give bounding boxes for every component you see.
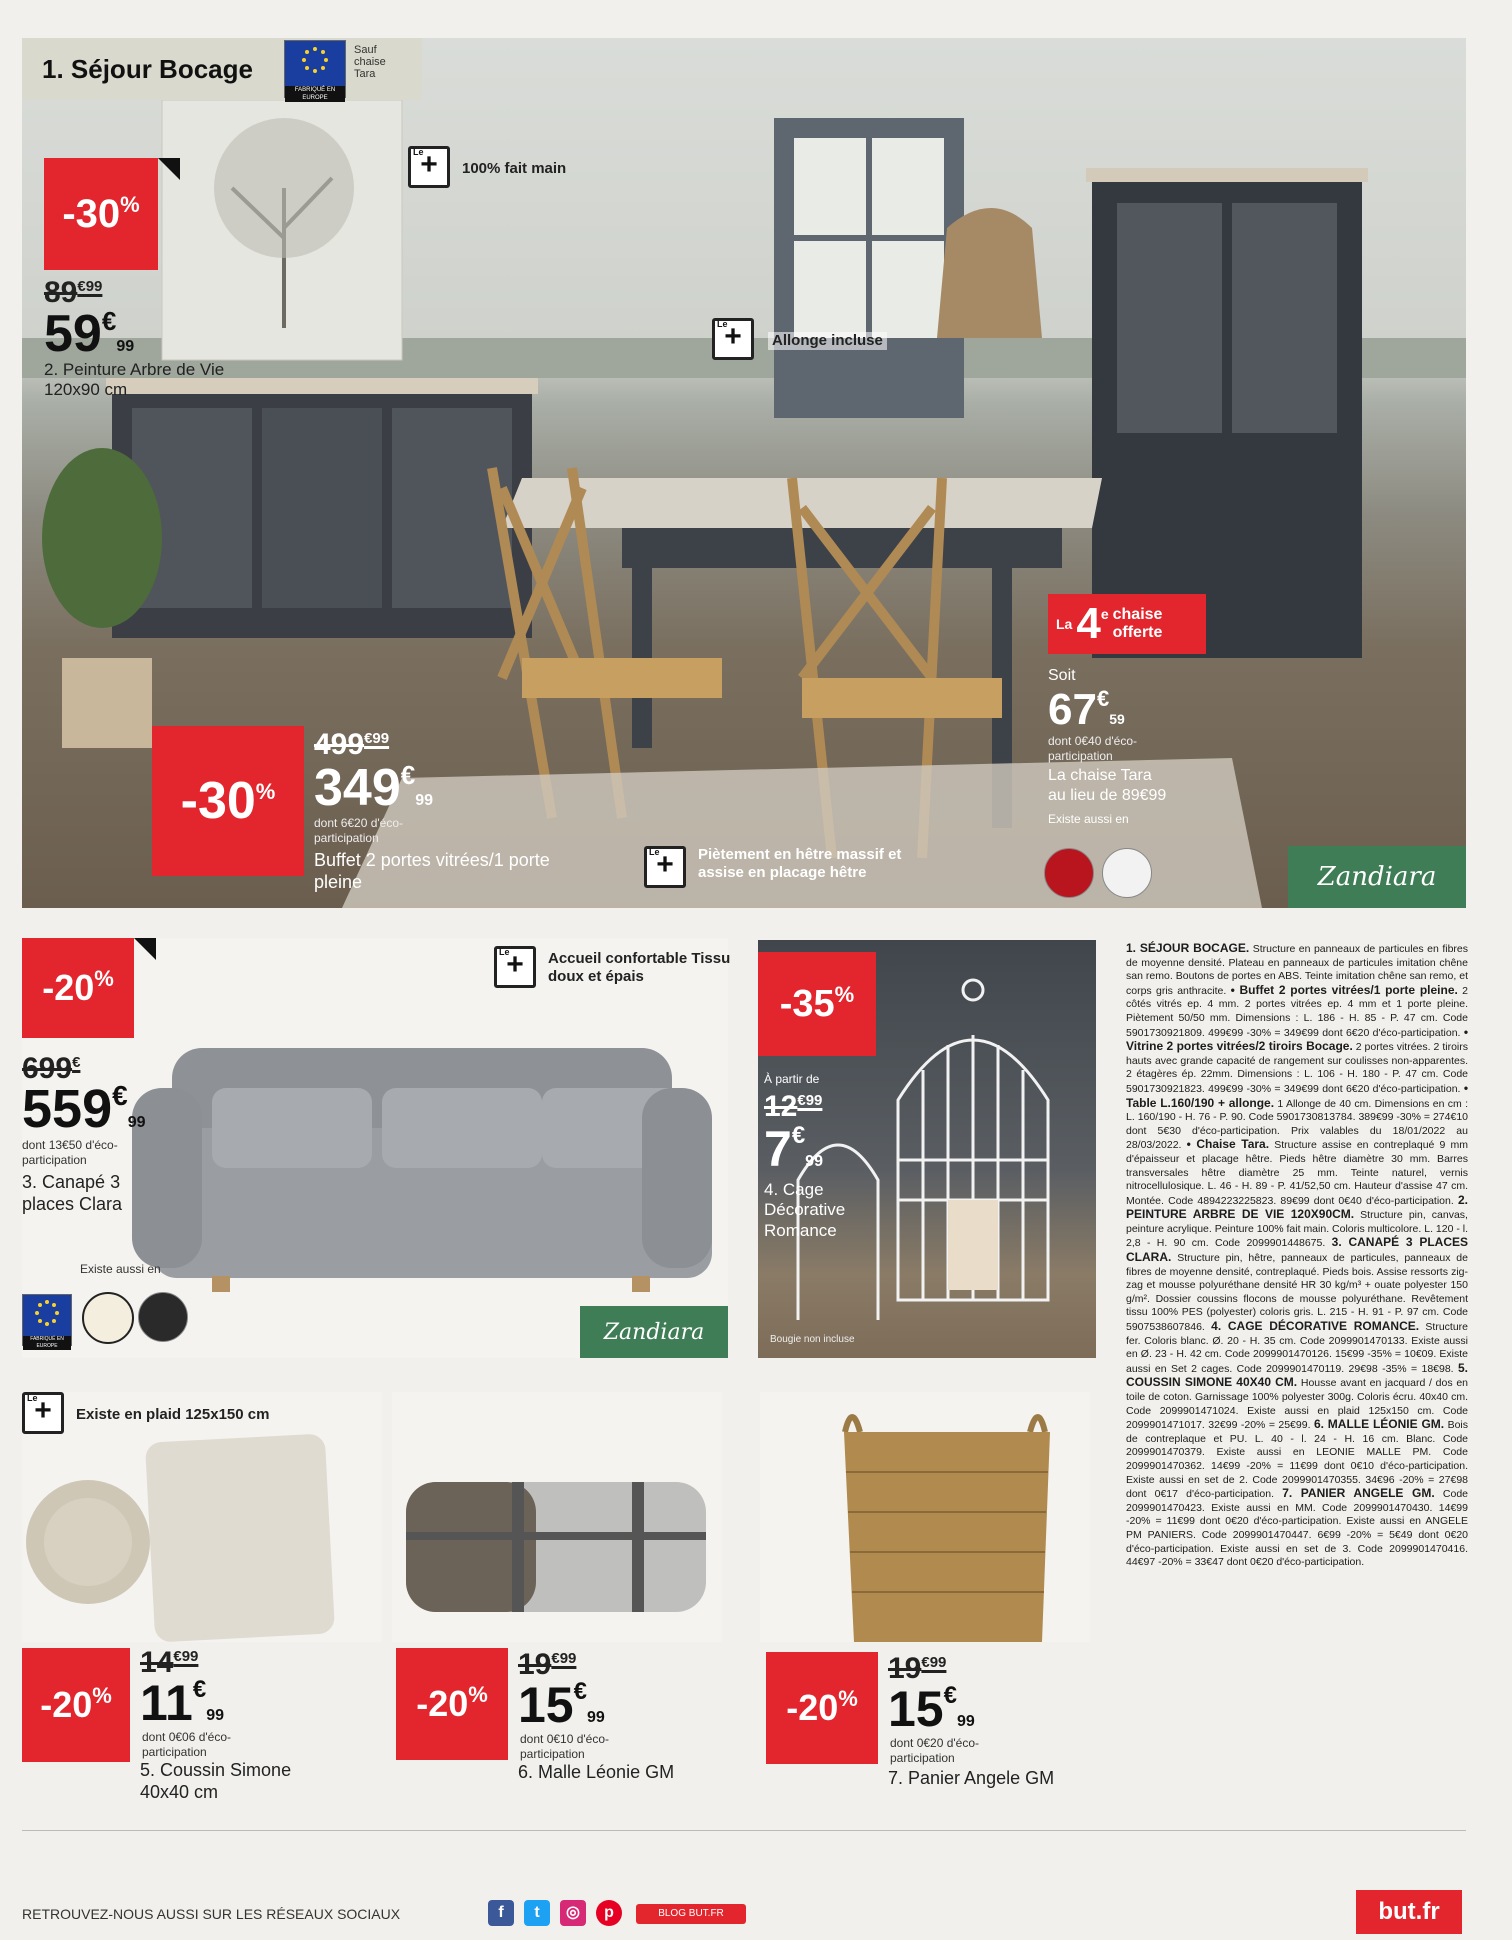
facebook-icon[interactable]: f: [488, 1900, 514, 1926]
trunk-name: 6. Malle Léonie GM: [518, 1762, 675, 1782]
swatch-black[interactable]: [138, 1292, 188, 1342]
cage-note: Bougie non incluse: [770, 1334, 855, 1345]
instagram-icon[interactable]: ◎: [560, 1900, 586, 1926]
chair-also: Existe aussi en: [1048, 812, 1129, 826]
buffet-old-price: [314, 728, 389, 762]
flag-text: FABRIQUÉ EN EUROPE: [23, 1336, 71, 1350]
desc-heading: • Table L.160/190 + allonge.: [1126, 1080, 1469, 1110]
discount-pct: %: [94, 966, 114, 991]
social-text: RETROUVEZ-NOUS AUSSI SUR LES RÉSEAUX SOCIAUX: [22, 1906, 401, 1922]
swatch-cream[interactable]: [82, 1292, 134, 1344]
new-cents: 99: [956, 1713, 975, 1730]
discount-pct: %: [120, 192, 140, 217]
painting-name: 2. Peinture Arbre de Vie 120x90 cm: [44, 360, 225, 400]
new-cents: 99: [415, 792, 434, 809]
desc-heading: 5. COUSSIN SIMONE 40X40 CM.: [1126, 1360, 1469, 1390]
desc-heading: 3. CANAPÉ 3 PLACES CLARA.: [1126, 1235, 1469, 1265]
chair-name: La chaise Tara: [1048, 767, 1152, 784]
price-main: 67: [1048, 685, 1097, 734]
new-cents: 99: [586, 1709, 605, 1726]
brand-logo: Zandiara: [1288, 846, 1466, 908]
desc-heading: 7. PANIER ANGELE GM.: [1282, 1486, 1435, 1501]
plus-icon: Le +: [408, 146, 450, 188]
new-main: 15: [518, 1677, 574, 1733]
plus-icon: Le +: [494, 946, 536, 988]
new-cur: €: [112, 1080, 128, 1111]
brand-logo: Zandiara: [580, 1306, 728, 1358]
trunk-discount-badge: [396, 1648, 508, 1760]
desc-heading: • Vitrine 2 portes vitrées/2 tiroirs Bocage.: [1126, 1024, 1469, 1054]
badge-corner: [158, 158, 180, 180]
eu-flag-icon: [284, 40, 346, 101]
new-cur: €: [573, 1678, 587, 1705]
desc-heading: 4. CAGE DÉCORATIVE ROMANCE.: [1211, 1319, 1420, 1334]
site-logo[interactable]: but.fr: [1356, 1890, 1462, 1934]
plus-icon: Le +: [22, 1392, 64, 1434]
new-cur: €: [943, 1682, 957, 1709]
buffet-name: Buffet 2 portes vitrées/1 porte pleine: [314, 850, 550, 892]
chair-price: [1048, 685, 1125, 734]
sofa-name: 3. Canapé 3 places Clara: [22, 1172, 123, 1214]
chair-soit: Soit: [1048, 667, 1076, 684]
chair-eco: dont 0€40 d'éco-participation: [1048, 734, 1138, 763]
plus-icon: Le +: [644, 846, 686, 888]
discount-value: -30: [62, 191, 121, 236]
desc-text: 1 Allonge de 40 cm. Dimensions en cm : L. 160/190 - H. 76 - P. 90. Code 5901730813784. 389€99 -30% = 274€10 dont 5€30 d'éco-participation. Prix valables du 18/01/2022 au 28/03/2022.: [1126, 1097, 1468, 1152]
desc-heading: 1. SÉJOUR BOCAGE.: [1126, 941, 1250, 955]
sofa-also: Existe aussi en: [80, 1262, 161, 1276]
buffet-new-price: [314, 759, 434, 817]
old-main: 12: [764, 1090, 798, 1123]
sofa-new-price: [22, 1079, 146, 1139]
twitter-icon[interactable]: t: [524, 1900, 550, 1926]
new-main: 559: [22, 1079, 113, 1139]
trunk-photo: [392, 1392, 722, 1642]
discount-value: -20: [416, 1683, 469, 1724]
trunk-new-price: [518, 1677, 605, 1733]
desc-text: Code 2099901470423. Existe aussi en MM. Code 2099901470430. 14€99 -20% = 11€99 dont 0€20 d'éco-participation. Existe aussi en ANGELE PM PANIERS. Code 2099901470447. 6€99 -20% = 5€49 dont 0€20 d'éco-participation. Existe aussi en set de 3. Code 2099901470416. 44€97 -20% = 33€47 dont 0€20 d'éco-participation.: [1126, 1488, 1469, 1569]
basket-photo: [760, 1392, 1090, 1642]
feature-handmade: 100% fait main: [462, 160, 567, 177]
cage-discount-badge: [758, 952, 876, 1056]
basket-new-price: [888, 1681, 975, 1737]
old-cents: €99: [77, 278, 103, 295]
feature-legs: Piètement en hêtre massif et assise en placage hêtre: [698, 846, 902, 881]
old-cents: €99: [551, 1650, 577, 1667]
sofa-feature: Accueil confortable Tissu doux et épais: [548, 950, 731, 985]
discount-value: -20: [786, 1687, 839, 1728]
basket-discount-badge: [766, 1652, 878, 1764]
discount-pct: %: [255, 779, 276, 804]
desc-text: Housse avant en jacquard / dos en toile de coton. Garnissage 100% polyester 300g. Coloris écru. 40x40 cm. Code 2099901471024. Existe aussi en plaid 125x150 cm. Code 2099901471017. 32€99 -20% = 25€99.: [1126, 1377, 1468, 1432]
new-cur: €: [400, 760, 416, 790]
new-cents: 99: [116, 338, 135, 355]
basket-name: 7. Panier Angele GM: [888, 1768, 1055, 1788]
chair-offer-badge: [1048, 594, 1206, 654]
cage-from: À partir de: [764, 1072, 820, 1086]
new-cur: €: [101, 306, 117, 336]
desc-text: Structure fer. Coloris blanc. Ø. 20 - H. 35 cm. Code 2099901470133. Existe aussi en Ø. 23 - H. 42 cm. Code 2099901470126. 15€99 -35% = 10€09. Existe aussi en Set 2 cages. Code 2099901470119. 29€98 -35% = 18€98.: [1126, 1321, 1469, 1375]
chair-instead: au lieu de 89€99: [1048, 787, 1167, 804]
footer-divider: [22, 1830, 1466, 1831]
badge-sup: e: [1100, 606, 1109, 622]
desc-heading: • Chaise Tara.: [1186, 1137, 1270, 1152]
old-cents: €99: [364, 730, 390, 747]
cage-old-price: [764, 1090, 822, 1124]
old-cents: €99: [173, 1648, 199, 1665]
desc-heading: 6. MALLE LÉONIE GM.: [1313, 1417, 1445, 1432]
painting-discount-badge: [44, 158, 158, 270]
cushion-discount-badge: [22, 1648, 130, 1762]
discount-pct: %: [834, 982, 855, 1007]
old-main: 19: [888, 1652, 922, 1685]
discount-value: -30: [180, 772, 256, 830]
new-main: 11: [140, 1675, 193, 1731]
old-cents: €99: [797, 1092, 823, 1109]
cushion-eco: dont 0€06 d'éco-participation: [142, 1730, 232, 1759]
cushion-new-price: [140, 1675, 225, 1731]
old-cents: €99: [921, 1654, 947, 1671]
old-main: 14: [140, 1646, 174, 1679]
desc-text: 2 portes vitrées. 2 tiroirs hauts avec grande capacité de rangement sur coulisses non-apparentes. 2 étagères ép. 22mm. Dimensions : L. 106 - H. 180 - P. 47 cm. Code 5901730921823. 499€99 -30% = 349€99 dont 6€20 d'éco-participation.: [1126, 1041, 1468, 1095]
basket-illustration: [760, 1392, 1090, 1642]
cage-new-price: [764, 1121, 823, 1177]
blog-link[interactable]: BLOG BUT.FR: [636, 1904, 746, 1924]
discount-value: -20: [40, 1684, 93, 1725]
section-title: 1. Séjour Bocage: [42, 54, 253, 84]
discount-pct: %: [92, 1683, 112, 1708]
feature-extension: Allonge incluse: [768, 332, 887, 350]
new-cur: €: [791, 1122, 806, 1149]
flag-note: Sauf chaise Tara: [354, 44, 386, 80]
new-cents: 99: [805, 1153, 823, 1170]
desc-text: 2 côtés vitrés ep. 4 mm. 2 portes vitrées ep. 4 mm et 1 porte pleine. Piètement 50/50 mm. Dimensions : L. 186 - H. 85 - P. 47 cm. Code 5901730921809. 499€99 -30% = 349€99 dont 6€20 d'éco-participation.: [1126, 984, 1468, 1039]
discount-value: -35: [779, 982, 835, 1025]
trunk-eco: dont 0€10 d'éco-participation: [520, 1732, 610, 1761]
painting-new-price: [44, 305, 135, 363]
flag-text: FABRIQUÉ EN EUROPE: [285, 86, 345, 102]
old-cents: €: [72, 1054, 81, 1071]
cushion-photo: [22, 1392, 382, 1642]
swatch-white[interactable]: [1102, 848, 1152, 898]
sofa-eco: dont 13€50 d'éco-participation: [22, 1138, 118, 1167]
new-cents: 99: [206, 1707, 225, 1724]
desc-text: Structure en panneaux de particules en fibres de moyenne densité. Plateau en panneaux de particules imitation chêne san remo. Boutons de portes en ABS. Teinte imitation chêne san remo, et corps gris anthracite.: [1126, 943, 1469, 997]
discount-value: -20: [42, 967, 95, 1008]
old-main: 699: [22, 1052, 73, 1085]
plus-icon: Le +: [712, 318, 754, 360]
desc-heading: • Buffet 2 portes vitrées/1 porte pleine.: [1230, 982, 1458, 997]
old-main: 19: [518, 1648, 552, 1681]
desc-text: Structure assise en contreplaqué 9 mm d'épaisseur et placage hêtre. Pieds hêtre diamètre 30 mm. Barres transversales hêtre diamètre 25 mm. Teinte naturel, vernis nitrocellulosique. L. 46 - H. 89 - P. 41/52,50 cm. Hauteur d'assise 47 cm. Montée. Code 4894223225823. 89€99 dont 0€40 d'éco-participation.: [1126, 1139, 1468, 1207]
trunk-illustration: [392, 1392, 722, 1642]
price-cur: €: [1096, 686, 1110, 711]
discount-pct: %: [838, 1686, 858, 1711]
badge-text: chaise offerte: [1112, 606, 1163, 641]
new-main: 7: [764, 1121, 792, 1177]
basket-eco: dont 0€20 d'éco-participation: [890, 1736, 980, 1765]
new-cents: 99: [127, 1114, 146, 1131]
old-main: 89: [44, 276, 78, 309]
desc-text: Structure pin, canvas, peinture acrylique. Peinture 100% fait main. Coloris multicolore. L. 120 - l. 2,8 - H. 90 cm. Code 2099901448675.: [1126, 1209, 1468, 1250]
cushion-feature: Existe en plaid 125x150 cm: [76, 1406, 270, 1423]
desc-heading: 2. PEINTURE ARBRE DE VIE 120X90CM.: [1126, 1192, 1468, 1222]
eu-flag-icon: [22, 1294, 72, 1349]
badge-corner: [134, 938, 156, 960]
pinterest-icon[interactable]: p: [596, 1900, 622, 1926]
badge-la: La: [1056, 616, 1073, 632]
old-main: 499: [314, 728, 365, 761]
cushion-name: 5. Coussin Simone 40x40 cm: [140, 1760, 292, 1802]
sofa-discount-badge: [22, 938, 134, 1038]
cage-name: 4. Cage Décorative Romance: [764, 1180, 846, 1240]
cushion-illustration: [22, 1392, 382, 1642]
buffet-eco: dont 6€20 d'éco-participation: [314, 816, 404, 845]
new-main: 15: [888, 1681, 944, 1737]
product-descriptions: [1126, 942, 1468, 1570]
price-cents: 59: [1109, 711, 1125, 727]
buffet-discount-badge: [152, 726, 304, 876]
swatch-red[interactable]: [1044, 848, 1094, 898]
badge-num: 4: [1076, 599, 1101, 648]
desc-text: Bois de contreplaque et PU. L. 40 - l. 24 - H. 16 cm. Blanc. Code 2099901470379. Existe aussi en LEONIE MALLE PM. Code 2099901470362. 14€99 -20% = 11€99 dont 0€10 d'éco-participation. Existe aussi en set de 2. Code 2099901470355. 34€96 -20% = 27€98 dont 0€17 d'éco-participation.: [1126, 1419, 1469, 1501]
new-main: 59: [44, 305, 102, 363]
discount-pct: %: [468, 1682, 488, 1707]
new-main: 349: [314, 759, 401, 817]
desc-text: Structure pin, hêtre, panneaux de particules, panneaux de fibres de moyenne densité, contreplaqué. Pieds bois. Assise ressorts zig-zag et mousse polyuréthane densité HR 30 kg/m³ + ouate polyester 150 g/m². Dossier coussins flocons de mousse polyuréthane. Revêtement tissu 100% PES (polyester) coloris gris. L. 215 - H. 91 - P. 97 cm. Code 5907538607846.: [1126, 1252, 1468, 1334]
new-cur: €: [192, 1676, 207, 1703]
